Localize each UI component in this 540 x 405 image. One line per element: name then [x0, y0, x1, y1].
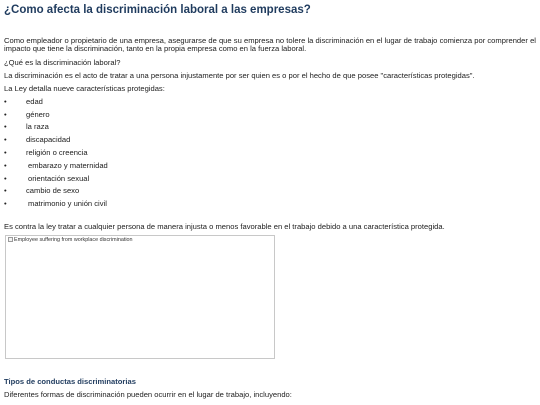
bullet-icon: • [4, 109, 7, 119]
image-alt-text: Employee suffering from workplace discrimination [8, 237, 133, 243]
broken-image-icon [8, 237, 13, 242]
characteristics-list [4, 96, 536, 211]
list-item: • edad [4, 96, 536, 109]
list-item: • matrimonio y unión civil [4, 198, 536, 211]
law-paragraph: Es contra la ley tratar a cualquier persona de manera injusta o menos favorable en el trabajo debido a una característica protegida. [4, 221, 445, 231]
list-item: • la raza [4, 121, 536, 134]
bullet-icon: • [4, 173, 7, 183]
article-image [5, 235, 275, 359]
list-item: • religión o creencia [4, 147, 536, 160]
bullet-icon: • [4, 186, 7, 196]
list-item: • discapacidad [4, 134, 536, 147]
section-heading: Tipos de conductas discriminatorias [4, 376, 136, 386]
list-item: • orientación sexual [4, 173, 536, 186]
list-item: • cambio de sexo [4, 185, 536, 198]
intro-paragraph: Como empleador o propietario de una empresa, asegurarse de que su empresa no tolere la discriminación en el lugar de trabajo comienza por comprender el impacto que tiene la discriminación, tanto en la propia empresa como en la fuerza laboral. [4, 36, 536, 54]
list-item: • género [4, 109, 536, 122]
question-heading: ¿Qué es la discriminación laboral? [4, 57, 121, 67]
bullet-icon: • [4, 160, 7, 170]
list-item: • embarazo y maternidad [4, 160, 536, 173]
bullet-icon: • [4, 122, 7, 132]
bullet-icon: • [4, 135, 7, 145]
definition-paragraph: La discriminación es el acto de tratar a una persona injustamente por ser quien es o por el hecho de que posee "características protegidas". [4, 70, 475, 80]
bullet-icon: • [4, 148, 7, 157]
bullet-icon: • [4, 96, 7, 106]
bullet-icon: • [4, 199, 7, 209]
types-paragraph: Diferentes formas de discriminación pueden ocurrir en el lugar de trabajo, incluyendo: [4, 389, 292, 399]
page-title: ¿Como afecta la discriminación laboral a las empresas? [4, 4, 311, 16]
article [4, 0, 536, 399]
list-intro: La Ley detalla nueve características protegidas: [4, 83, 165, 93]
